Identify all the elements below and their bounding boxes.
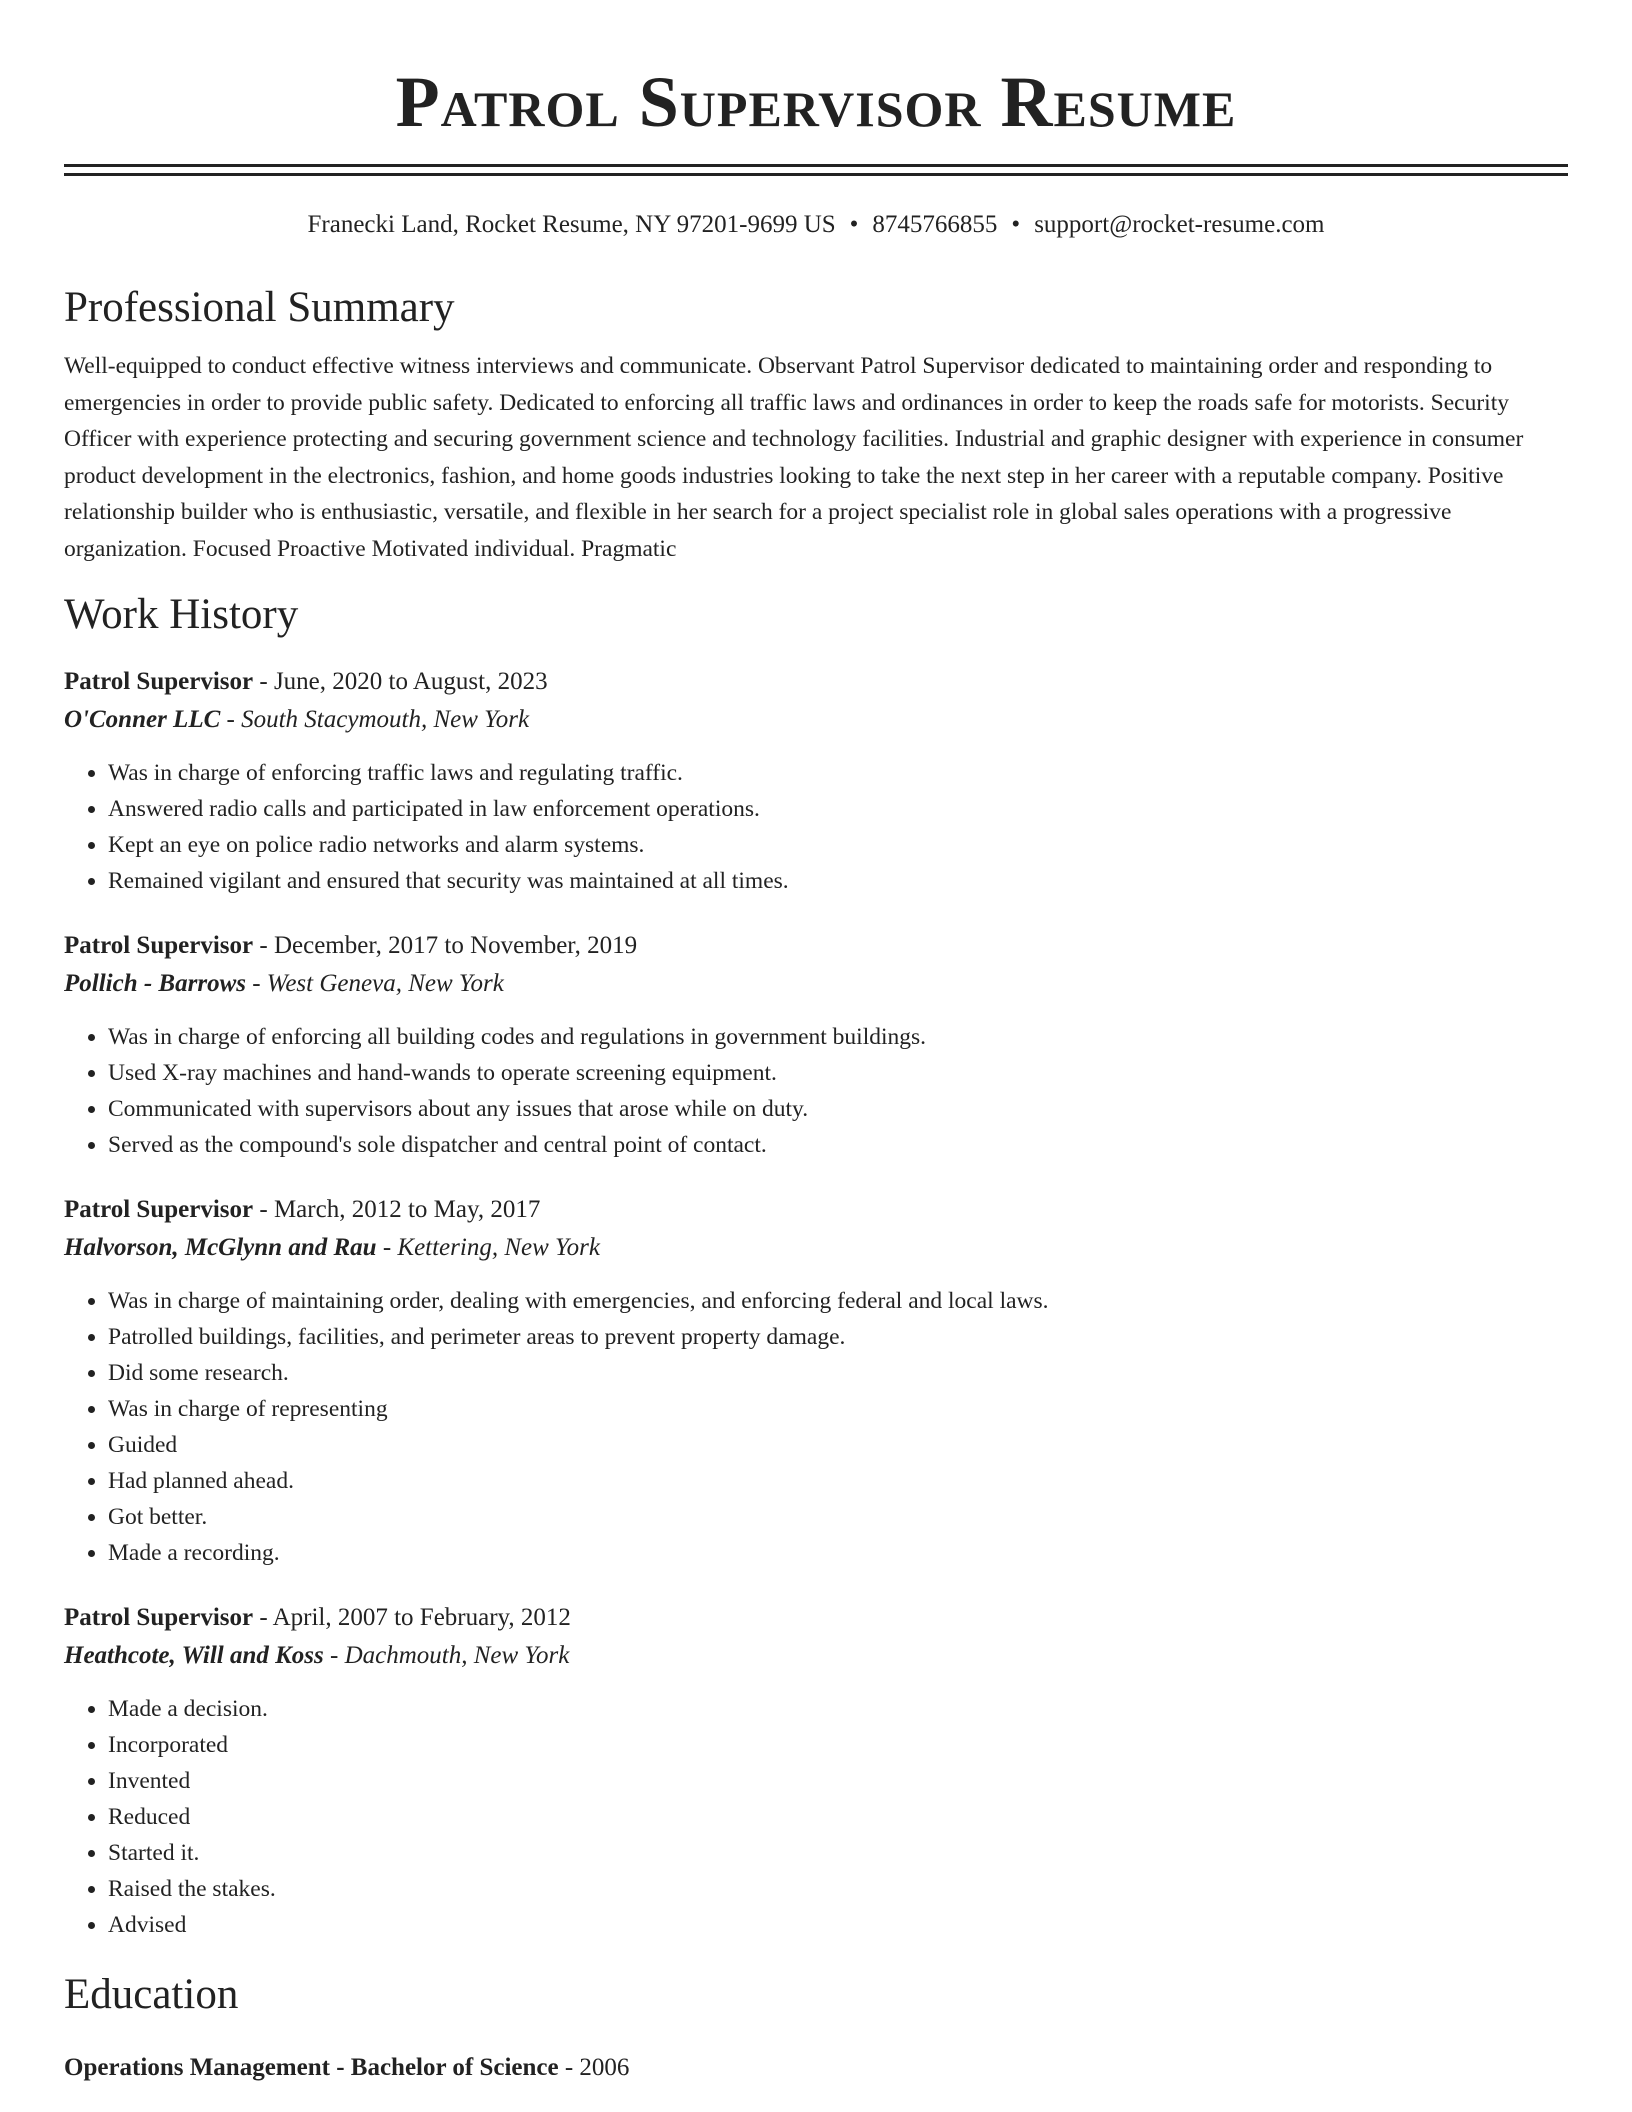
summary-text: Well-equipped to conduct effective witness interviews and communicate. Observant Patrol Supervisor dedicated to maintaining order and responding to emergencies in order to provide public safety. Dedicated to enforcing all traffic laws and ordinances in order to keep the roads safe for motorists. Security Officer with experience protecting and securing government science and technology facilities. Industrial and graphic designer with experience in consumer product development in the electronics, fashion, and home goods industries looking to take the next step in her career with a reputable company. Positive relationship builder who is enthusiastic, versatile, and flexible in her search for a project specialist role in global sales operations with a progressive organization. Focused Proactive Motivated individual. Pragmatic (64, 353, 1524, 562)
job-employer (64, 965, 1568, 1003)
job-title: Patrol Supervisor (64, 1604, 254, 1631)
job-employer (64, 1229, 1568, 1267)
job-bullets (64, 755, 1568, 899)
job-header (64, 1191, 1568, 1229)
job-bullets (64, 1019, 1568, 1163)
job-employer (64, 1637, 1568, 1675)
education-heading: Education (64, 1971, 239, 2018)
job-title: Patrol Supervisor (64, 1196, 254, 1223)
job-bullet: • Communicated with supervisors about any issues that arose while on duty. (108, 1091, 1568, 1127)
job-company: O'Conner LLC (64, 706, 221, 733)
title-divider-thick (64, 164, 1568, 167)
job-bullet: • Did some research. (108, 1355, 1568, 1391)
job-bullet: • Raised the stakes. (108, 1871, 1568, 1907)
job-entry (64, 927, 1568, 1163)
job-employer (64, 701, 1568, 739)
job-bullet: • Served as the compound's sole dispatcher and central point of contact. (108, 1127, 1568, 1163)
job-dates: - March, 2012 to May, 2017 (253, 1196, 541, 1223)
job-entry (64, 663, 1568, 899)
job-bullet: • Started it. (108, 1835, 1568, 1871)
job-bullet: • Patrolled buildings, facilities, and perimeter areas to prevent property damage. (108, 1319, 1568, 1355)
job-title: Patrol Supervisor (64, 668, 254, 695)
contact-phone: 8745766855 (872, 211, 998, 238)
job-company: Heathcote, Will and Koss (64, 1642, 324, 1669)
job-bullet: • Answered radio calls and participated in law enforcement operations. (108, 791, 1568, 827)
contact-separator: • (1011, 211, 1021, 238)
job-bullet: • Guided (108, 1427, 1568, 1463)
job-company: Pollich - Barrows (64, 970, 246, 997)
job-location: - West Geneva, New York (245, 970, 504, 997)
summary-heading: Professional Summary (64, 284, 455, 331)
resume-title: Patrol Supervisor Resume (395, 62, 1237, 142)
job-dates: - December, 2017 to November, 2019 (253, 932, 638, 959)
education-degree: Operations Management - Bachelor of Science (64, 2054, 559, 2081)
job-bullet: • Made a recording. (108, 1535, 1568, 1571)
job-bullet: • Was in charge of enforcing all building codes and regulations in government buildings. (108, 1019, 1568, 1055)
job-header (64, 927, 1568, 965)
job-header (64, 1599, 1568, 1637)
job-bullet: • Was in charge of representing (108, 1391, 1568, 1427)
contact-line (64, 208, 1568, 242)
education-year: - 2006 (558, 2054, 630, 2081)
job-bullet: • Invented (108, 1763, 1568, 1799)
job-company: Halvorson, McGlynn and Rau (64, 1234, 377, 1261)
job-title: Patrol Supervisor (64, 932, 254, 959)
job-bullet: • Used X-ray machines and hand-wands to operate screening equipment. (108, 1055, 1568, 1091)
job-dates: - April, 2007 to February, 2012 (253, 1604, 571, 1631)
job-bullet: • Got better. (108, 1499, 1568, 1535)
job-location: - Dachmouth, New York (323, 1642, 570, 1669)
job-bullet: • Incorporated (108, 1727, 1568, 1763)
job-bullet: • Advised (108, 1907, 1568, 1943)
job-bullet: • Was in charge of maintaining order, dealing with emergencies, and enforcing federal and local laws. (108, 1283, 1568, 1319)
job-location: - Kettering, New York (376, 1234, 600, 1261)
contact-email: support@rocket-resume.com (1034, 211, 1325, 238)
job-bullet: • Made a decision. (108, 1691, 1568, 1727)
work-history-heading: Work History (64, 591, 299, 638)
job-location: - South Stacymouth, New York (220, 706, 530, 733)
job-bullets (64, 1691, 1568, 1943)
contact-separator: • (849, 211, 859, 238)
job-bullet: • Kept an eye on police radio networks and alarm systems. (108, 827, 1568, 863)
contact-address: Franecki Land, Rocket Resume, NY 97201-9699 US (307, 211, 836, 238)
job-entry (64, 1191, 1568, 1571)
job-dates: - June, 2020 to August, 2023 (253, 668, 548, 695)
job-bullet: • Reduced (108, 1799, 1568, 1835)
job-bullet: • Had planned ahead. (108, 1463, 1568, 1499)
job-entry (64, 1599, 1568, 1943)
job-bullets (64, 1283, 1568, 1571)
job-header (64, 663, 1568, 701)
title-divider-thin (64, 173, 1568, 176)
job-bullet: • Was in charge of enforcing traffic laws and regulating traffic. (108, 755, 1568, 791)
job-bullet: • Remained vigilant and ensured that security was maintained at all times. (108, 863, 1568, 899)
education-entry (64, 2049, 1568, 2087)
